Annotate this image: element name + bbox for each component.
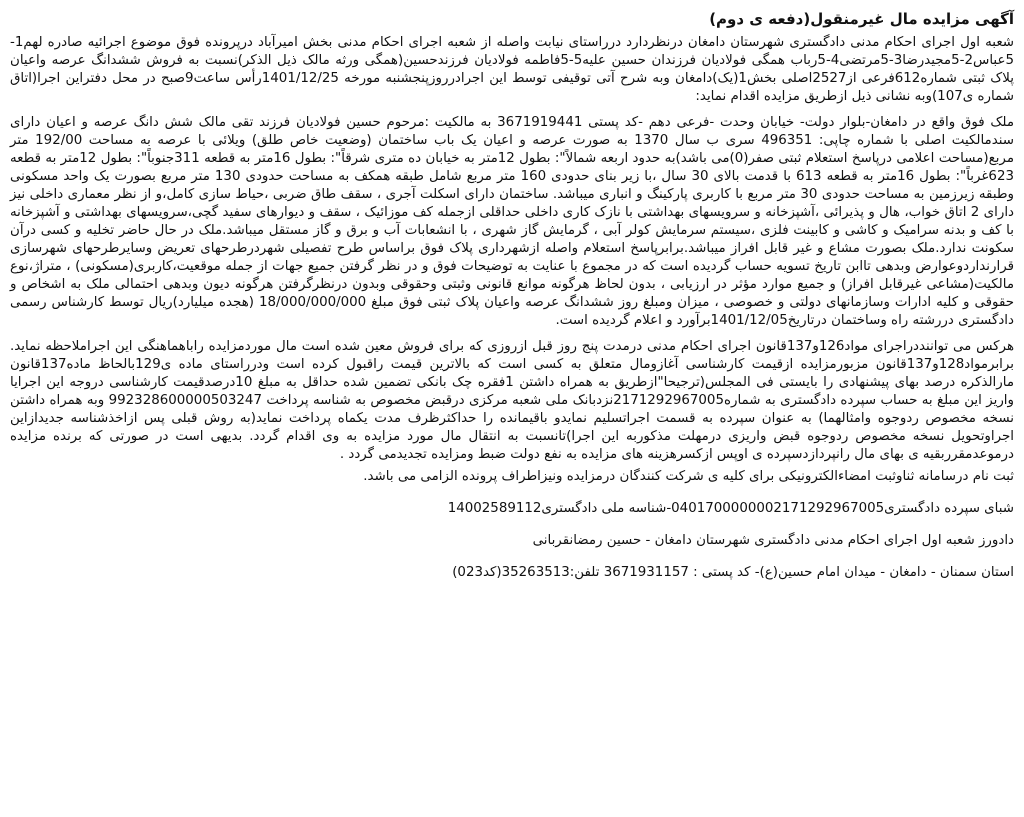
signature-line: دادورز شعبه اول اجرای احکام مدنی دادگستری شهرستان دامغان - حسین رمضانقربانی (532, 533, 1014, 548)
address-line: استان سمنان - دامغان - میدان امام حسین(ع)- کد پستی : 3671931157 تلفن:35263513(کد023) (452, 565, 1014, 580)
sheba-account-line: شبای سپرده دادگستری0401700000002171292967005-شناسه ملی دادگستری14002589112 (447, 501, 1014, 516)
property-description-paragraph: ملک فوق واقع در دامغان-بلوار دولت- خیابان وحدت -فرعی دهم -کد پستی 3671919441 به مالکیت :مرحوم حسین فولادیان فرزند تقی مالک شش دانگ عرصه و اعیان دارای سندمالکیت اصلی با شماره چاپی: 496351 سری ب سال 1370 به صورت عرصه و اعیان یک باب ساختمان (وضعیت خاص طلق) ویلائی با عرصه به مساحت 192/00 متر مربع(مساحت اعلامی درپاسخ استعلام ثبتی صفر(0)می باشد)به حدود اربعه شمالاً": بطول 12متر به خیابان ده متری شرقاً": بطول 16متر به قطعه 311جنوباً": بطول 12متر به قطعه 623غرباً": بطول 16متر به قطعه 613 با قدمت بالای 30 سال ،با زیر بنای حدودی 160 متر مربع شامل طبقه همکف به مساحت حدودی 130 متر مربع بصورت یک واحد مسکونی وطبقه زیرزمین به مساحت حدودی 30 متر مربع با کاربری پارکینگ و انباری میباشد. ساختمان دارای اسکلت آجری ، سقف طاق ضربی ،حیاط سازی کامل،و از نظر معماری داخلی نیز دارای 2 اتاق خواب، هال و پذیرائی ،آشپزخانه و سرویسهای بهداشتی با نازک کاری داخلی حداقلی ازجمله کف موزائیک ، سقف و دیوارهای سفید گچی،سرویسهای بهداشتی و آشپزخانه با کف و بدنه سرامیک و کاشی و کابینت فلزی ،سیستم سرمایش کولر آبی ، گرمایش گاز شهری ، با انشعابات آب و برق و گاز مستقل میباشد.ملک در حال حاضر تخلیه و کسی درآن سکونت ندارد.ملک بصورت مشاع و غیر قابل افراز میباشد.برابرپاسخ استعلام واصله ازشهرداری پلاک فوق براساس طرح تفصیلی شهردرطرحهای تعریض وسایرطرحهای شهرسازی قرارنداردوعوارض وبدهی تاابن تاریخ تسویه حساب گردیده است که در مجموع با عنایت به توضیحات فوق و در نظر گرفتن جمیع جهات از جمله موقعیت،کاربری(مسکونی) ، متراژ،نوع مالکیت(مشاعی غیرقابل افراز) و جمیع موارد مؤثر در ارزیابی ، بدون لحاظ هرگونه موانع قانونی وثبتی وحقوقی وبدون درنظرگرفتن هرگونه دیون وبدهی احتمالی ملک به اشخاص و حقوقی و کلیه ادارات وسازمانهای دولتی و خصوصی ، میزان ومبلغ روز ششدانگ عرصه واعیان پلاک ثبتی فوق مبلغ 18/000/000/000 (هجده میلیارد)ریال توسط کارشناس رسمی دادگستری دررشته راه وساختمان درتاریخ1401/12/05برآورد و اعلام گردیده است. (10, 115, 1015, 328)
intro-paragraph: شعبه اول اجرای احکام مدنی دادگستری شهرستان دامغان درنظردارد درراستای نیابت واصله از شعبه اجرای احکام مدنی بخش امیرآباد درپرونده فوق موضوع اجرائیه صادره لهم1-5عباس2-5مجیدرضا3-5مرتضی4-5رباب همگی فولادیان فرزندان حسین علیه5-5فاطمه فولادیان فرزندحسین(همگی ورثه مالک ذیل الذکر)نسبت به فروش ششدانگ عرصه واعیان پلاک ثبتی شماره612فرعی از2527اصلی بخش1(یک)دامغان وبه شرح آتی توقیفی توسط این اجرادرروزپنجشنبه مورخه 1401/12/25رأس ساعت9صبح در محل دفتراین اجرا(اتاق شماره ی107)وبه نشانی ذیل ازطریق مزایده اقدام نماید: (10, 35, 1014, 104)
notice-title: آگهی مزایده مال غیرمنقول(دفعه ی دوم) (709, 10, 1014, 28)
auction-terms-paragraph: هرکس می تواننددراجرای مواد126و137قانون اجرای احکام مدنی درمدت پنج روز قبل ازروزی که برای فروش معین شده است مال موردمزایده راباهماهنگی این اجراملاحظه نماید. برابرمواد128و137قانون مزبورمزایده ازقیمت کارشناسی آغازومال متعلق به کسی است که بالاترین قیمت راقبول کرده است ودرراستای ماده ی129بالحاظ ماده137قانون مارالذکره درصد بهای پیشنهادی را بایستی فی المجلس(ترجیحا"ازطریق به همراه داشتن 1فقره چک بانکی تضمین شده حداقل به مبلغ 10درصدقیمت کارشناسی دروجه این اجرایا واریز این مبلغ به حساب سپرده دادگستری به شماره2171292967005نزدبانک ملی شعبه مرکزی درقبض مخصوص به شناسه پرداخت 992328600000503247 وبه همراه داشتن نسخه مخصوص ردوجوه وامثالهما) به عنوان سپرده به قسمت اجراتسلیم نمایدو باقیمانده را حداکثرظرف مدت یکماه پرداخت نماید(به روش قبلی پس ازاخذشناسه جدیدازاین اجراوتحویل نسخه مخصوص ردوجوه قبض واریزی درمهلت مذکوربه این اجرا)تانسبت به انتقال مال مورد مزایده به وی اقدام گردد. بدیهی است در صورتی که برنده مزایده درموعدمقرربقیه ی بهای مال رانپردازدسپرده ی اوپس ازکسرهزینه های مزایده به نفع دولت ضبط ومزایده تجدیدمی گردد . (10, 339, 1015, 462)
registration-notice: ثبت نام درسامانه ثناوثبت امضاءالکترونیکی برای کلیه ی شرکت کنندگان درمزایده ونیزاطراف پرونده الزامی می باشد. (363, 469, 1014, 484)
